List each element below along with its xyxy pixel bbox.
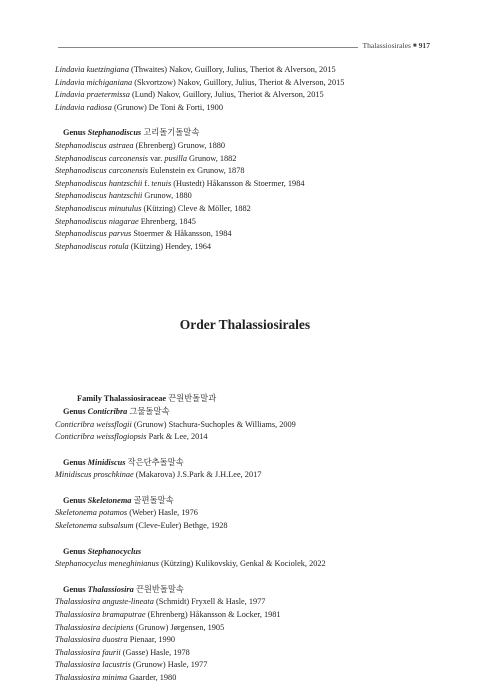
species-entry: Minidiscus proschkinae (Makarova) J.S.Park & J.H.Lee, 2017: [55, 470, 262, 480]
genus-minidiscus-section: [55, 457, 435, 482]
family-heading: Family Thalassiosiraceae 끈원반돌말과: [77, 394, 217, 404]
species-entry: Conticribra weissflogiopsis Park & Lee, 2014: [55, 432, 208, 442]
species-entry: Stephanodiscus minutulus (Kützing) Cleve & Möller, 1882: [55, 203, 251, 213]
species-entry: Thalassiosira bramaputrae (Ehrenberg) Håkansson & Locker, 1981: [55, 610, 281, 620]
genus-heading: Genus Skeletonema 골편돌말속: [63, 495, 174, 505]
genus-skeletonema-section: [55, 495, 435, 533]
page-number: 917: [418, 41, 430, 50]
genus-heading: Genus Stephanodiscus 고리돌기돌말속: [63, 128, 200, 138]
species-entry: Stephanodiscus astraea (Ehrenberg) Grunow, 1880: [55, 140, 226, 150]
order-heading: Order Thalassiosirales: [179, 317, 311, 333]
species-entry: Conticribra weissflogii (Grunow) Stachura-Suchoples & Williams, 2009: [55, 419, 296, 429]
genus-stephanocyclus-section: [55, 546, 435, 571]
species-entry: Stephanodiscus hantzschii Grunow, 1880: [55, 191, 192, 201]
species-entry: Stephanodiscus rotula (Kützing) Hendey, 1964: [55, 241, 212, 251]
species-entry: Skeletonema subsalsum (Cleve-Euler) Bethge, 1928: [55, 521, 228, 531]
genus-heading: Genus Stephanocyclus: [63, 546, 142, 556]
species-entry: Lindavia radiosa (Grunow) De Toni & Forti, 1900: [55, 102, 223, 112]
genus-heading: Genus Minidiscus 작은단추돌말속: [63, 457, 184, 467]
genus-stephanodiscus-section: [55, 127, 435, 253]
species-entry: Stephanodiscus hantzschii f. tenuis (Hustedt) Håkansson & Stoermer, 1984: [55, 178, 305, 188]
lindavia-list: [55, 64, 435, 114]
species-entry: Skeletonema potamos (Weber) Hasle, 1976: [55, 508, 198, 518]
genus-heading: Genus Conticribra 그물돌말속: [63, 406, 170, 416]
species-entry: Stephanodiscus carconensis var. pusilla Grunow, 1882: [55, 153, 237, 163]
species-entry: Stephanodiscus parvus Stoermer & Håkansson, 1984: [55, 229, 232, 239]
genus-thalassiosira-section: [55, 584, 435, 685]
species-entry: Thalassiosira faurii (Gasse) Hasle, 1978: [55, 647, 190, 657]
header-rule: [58, 47, 386, 48]
genus-heading: Genus Thalassiosira 끈원반돌말속: [63, 584, 184, 594]
bullet-separator: ■: [412, 43, 417, 49]
page-body: [55, 64, 435, 685]
genus-conticribra-section: [55, 406, 435, 444]
species-entry: Thalassiosira minima Gaarder, 1980: [55, 673, 177, 682]
species-entry: Stephanodiscus carconensis Eulenstein ex Grunow, 1878: [55, 166, 245, 176]
species-entry: Thalassiosira anguste-lineata (Schmidt) Fryxell & Hasle, 1977: [55, 597, 266, 607]
species-entry: Thalassiosira duostra Pienaar, 1990: [55, 635, 175, 645]
species-entry: Stephanodiscus niagarae Ehrenberg, 1845: [55, 216, 196, 226]
running-header: [58, 41, 430, 50]
species-entry: Stephanocyclus meneghinianus (Kützing) Kulikovskiy, Genkal & Kociolek, 2022: [55, 559, 326, 569]
species-entry: Lindavia kuetzingiana (Thwaites) Nakov, Guillory, Julius, Theriot & Alverson, 2015: [55, 65, 336, 74]
species-entry: Lindavia praetermissa (Lund) Nakov, Guillory, Julius, Theriot & Alverson, 2015: [55, 90, 324, 100]
species-entry: Lindavia michiganiana (Skvortzow) Nakov, Guillory, Julius, Theriot & Alverson, 2015: [55, 77, 345, 87]
species-entry: Thalassiosira lacustris (Grunow) Hasle, 1977: [55, 660, 208, 670]
running-title: Thalassiosirales: [362, 41, 411, 50]
species-entry: Thalassiosira decipiens (Grunow) Jørgensen, 1905: [55, 622, 225, 632]
